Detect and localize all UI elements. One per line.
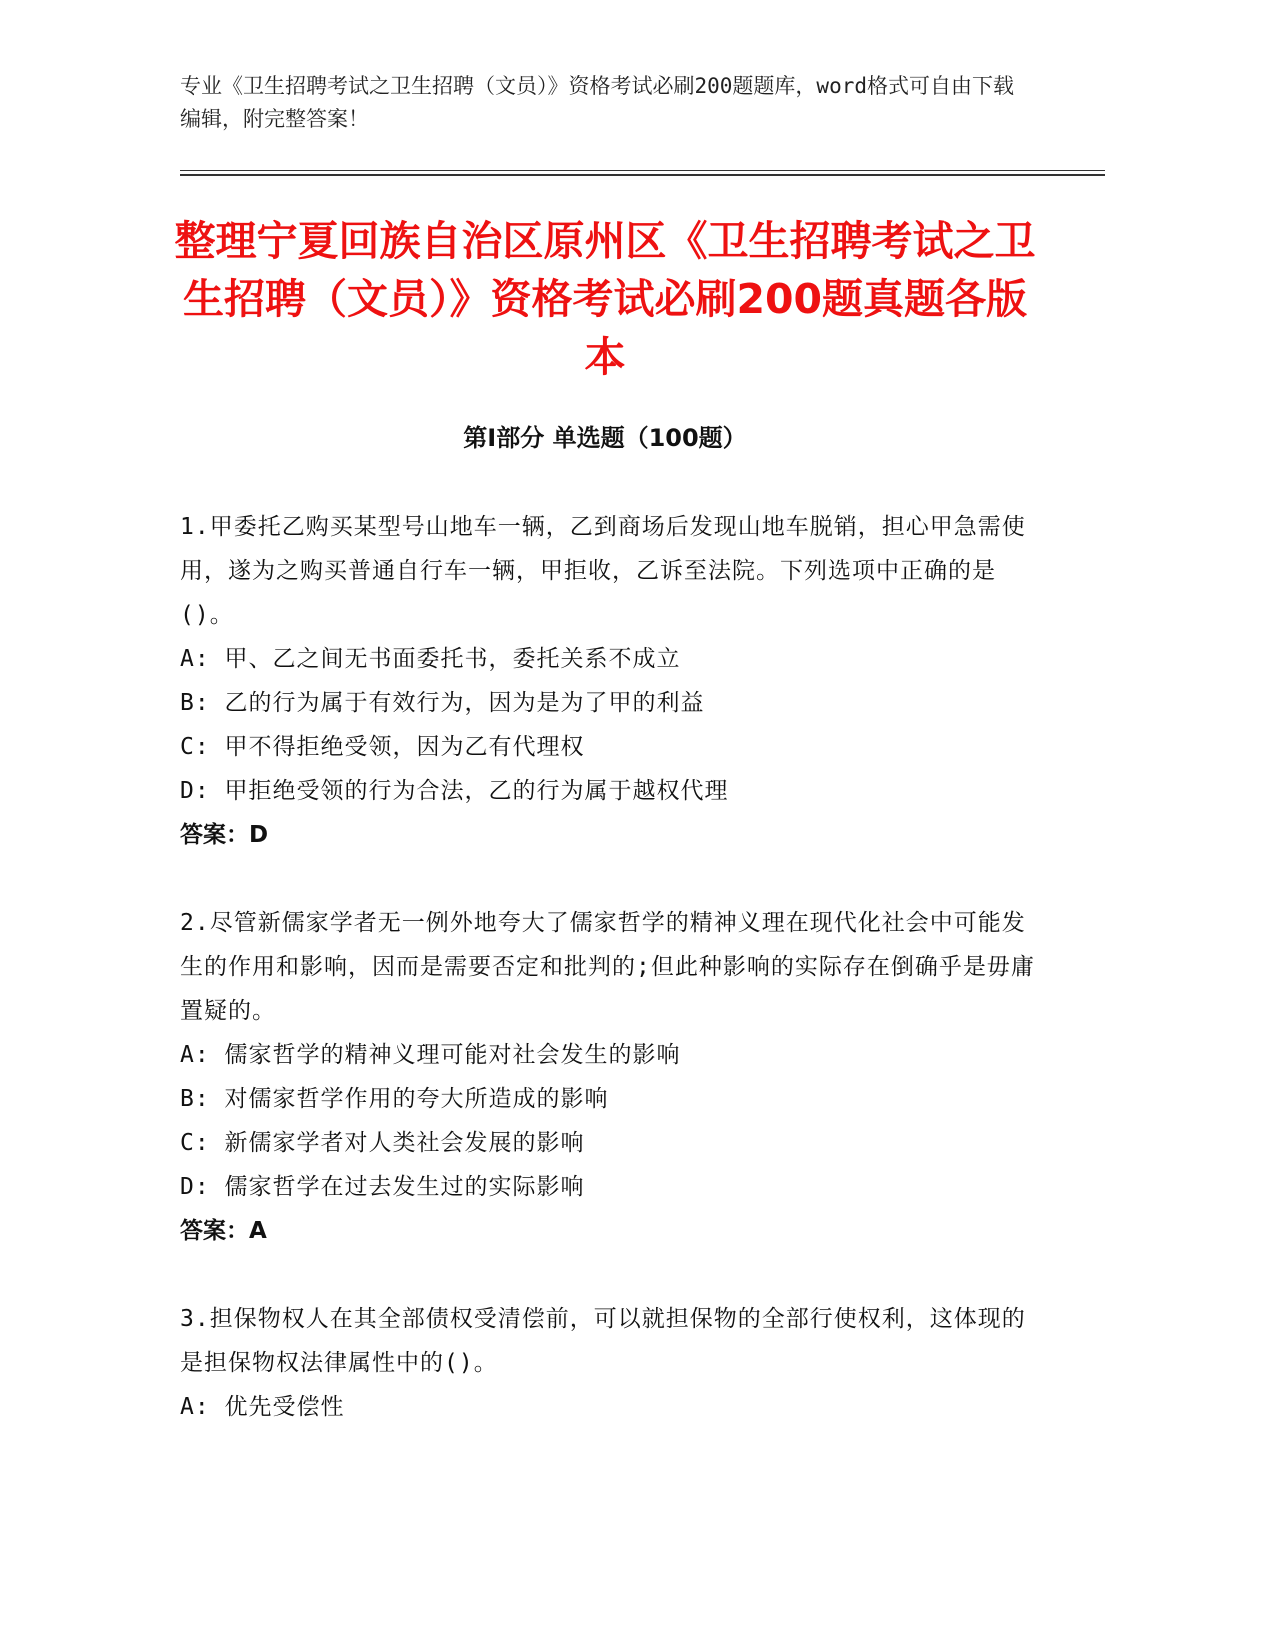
header-divider-top xyxy=(180,170,1105,171)
document-title: 整理宁夏回族自治区原州区《卫生招聘考试之卫生招聘（文员）》资格考试必刷200题真题各版本 xyxy=(174,217,1036,381)
option-a: A: 优先受偿性 xyxy=(180,1394,345,1420)
question-list xyxy=(180,505,1040,1473)
header-divider-bottom xyxy=(180,174,1105,176)
question-3 xyxy=(180,1297,1040,1429)
section-title: 第Ⅰ部分 单选题（100题） xyxy=(463,424,747,452)
option-d: D: 甲拒绝受领的行为合法，乙的行为属于越权代理 xyxy=(180,778,729,804)
option-b: B: 对儒家哲学作用的夸大所造成的影响 xyxy=(180,1086,609,1112)
question-stem: 1.甲委托乙购买某型号山地车一辆，乙到商场后发现山地车脱销，担心甲急需使用，遂为之购买普通自行车一辆，甲拒收，乙诉至法院。下列选项中正确的是()。 xyxy=(180,514,1026,628)
header-note: 专业《卫生招聘考试之卫生招聘（文员）》资格考试必刷200题题库，word格式可自由下载编辑，附完整答案！ xyxy=(180,74,1014,131)
question-stem: 2.尽管新儒家学者无一例外地夸大了儒家哲学的精神义理在现代化社会中可能发生的作用和影响，因而是需要否定和批判的;但此种影响的实际存在倒确乎是毋庸置疑的。 xyxy=(180,910,1035,1024)
question-stem: 3.担保物权人在其全部债权受清偿前，可以就担保物的全部行使权利，这体现的是担保物权法律属性中的()。 xyxy=(180,1306,1026,1376)
option-b: B: 乙的行为属于有效行为，因为是为了甲的利益 xyxy=(180,690,705,716)
option-d: D: 儒家哲学在过去发生过的实际影响 xyxy=(180,1174,585,1200)
option-c: C: 新儒家学者对人类社会发展的影响 xyxy=(180,1130,585,1156)
question-1 xyxy=(180,505,1040,857)
option-a: A: 儒家哲学的精神义理可能对社会发生的影响 xyxy=(180,1042,681,1068)
answer: 答案：A xyxy=(180,1218,267,1244)
option-a: A: 甲、乙之间无书面委托书，委托关系不成立 xyxy=(180,646,681,672)
answer: 答案：D xyxy=(180,822,269,848)
option-c: C: 甲不得拒绝受领，因为乙有代理权 xyxy=(180,734,585,760)
question-2 xyxy=(180,901,1040,1253)
